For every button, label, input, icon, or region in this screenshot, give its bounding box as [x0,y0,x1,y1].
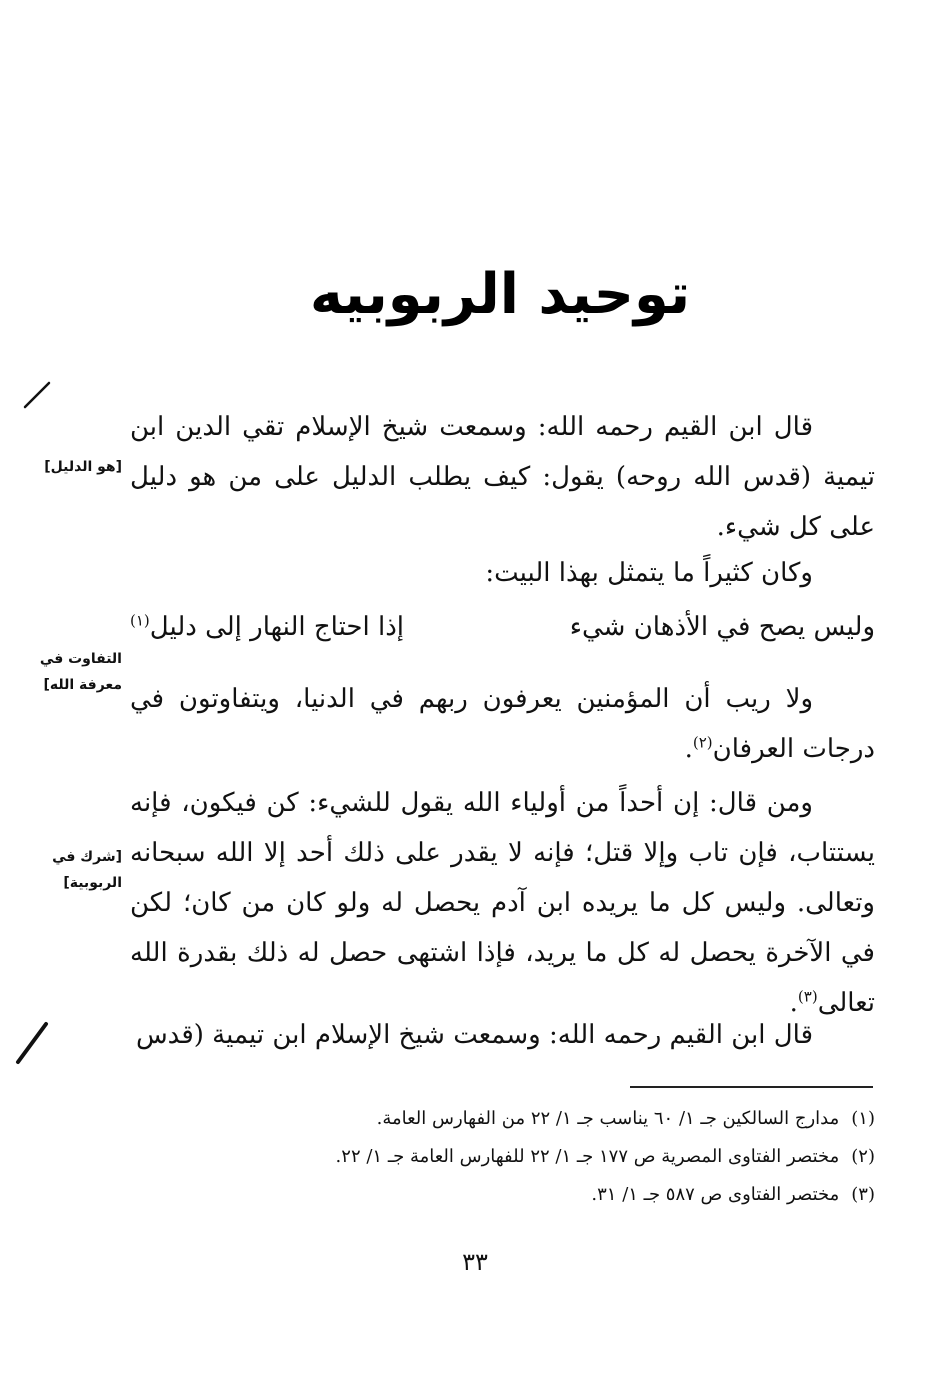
footnote-ref-1: (١) [130,611,150,630]
paragraph-2 [130,548,875,598]
pen-stroke-icon [14,1020,50,1066]
footnote-1-number: (١) [851,1108,875,1129]
paragraph-4 [130,778,875,1028]
footnote-divider [630,1086,873,1088]
paragraph-5-text: قال ابن القيم رحمه الله: وسمعت شيخ الإسلام ابن تيمية (قدس [135,1020,813,1050]
footnote-2 [250,1138,875,1176]
poetry-verse [130,602,875,652]
paragraph-4-text: ومن قال: إن أحداً من أولياء الله يقول للشيء: كن فيكون، فإنه يستتاب، فإن تاب وإلا قتل؛ فإنه لا يقدر على ذلك أحد إلا الله سبحانه وتعالى. وليس كل ما يريده ابن آدم يحصل له ولو كان من كان؛ لكن في الآخرة يحصل له كل ما يريد، فإذا اشتهى حصل له ذلك بقدرة الله تعالى [130,788,875,1018]
footnote-2-text: مختصر الفتاوى المصرية ص ١٧٧ جـ ١/ ٢٢ للفهارس العامة جـ ١/ ٢٢. [335,1146,840,1167]
footnote-ref-2: (٢) [692,733,713,752]
margin-note-3: [شرك في الربوبية] [52,849,122,891]
paragraph-3-text: ولا ريب أن المؤمنين يعرفون ربهم في الدنيا، ويتفاوتون في درجات العرفان [130,684,875,764]
footnote-1 [250,1100,875,1138]
verse-first-hemistich: وليس يصح في الأذهان شيء [569,612,875,642]
paragraph-4-period: . [789,988,798,1018]
paragraph-1 [130,402,875,552]
footnote-3-text: مختصر الفتاوى ص ٥٨٧ جـ ١/ ٣١. [591,1184,840,1205]
footnote-1-text: مدارج السالكين جـ ١/ ٦٠ يناسب جـ ١/ ٢٢ من الفهارس العامة. [376,1108,840,1129]
page-number: ٣٣ [462,1248,488,1276]
margin-note-1: [هو الدليل] [44,459,122,475]
slash-mark-icon [22,380,52,410]
paragraph-3 [130,674,875,774]
verse-second-hemistich-text: إذا احتاج النهار إلى دليل [149,612,405,642]
footnote-ref-3: (٣) [797,987,818,1006]
paragraph-3-period: . [684,734,693,764]
verse-second-hemistich [130,602,404,652]
page-title: توحيد الربوبيه [309,262,691,327]
paragraph-2-text: وكان كثيراً ما يتمثل بهذا البيت: [485,558,813,588]
footnote-2-number: (٢) [851,1146,875,1167]
margin-note-2: التفاوت في معرفة الله] [39,651,122,693]
paragraph-1-text: قال ابن القيم رحمه الله: وسمعت شيخ الإسلام تقي الدين ابن تيمية (قدس الله روحه) يقول: كيف يطلب الدليل على من هو دليل على كل شيء. [130,412,875,542]
paragraph-5 [130,1010,875,1060]
footnote-3-number: (٣) [851,1184,875,1205]
footnotes [250,1100,875,1214]
footnote-3 [250,1176,875,1214]
